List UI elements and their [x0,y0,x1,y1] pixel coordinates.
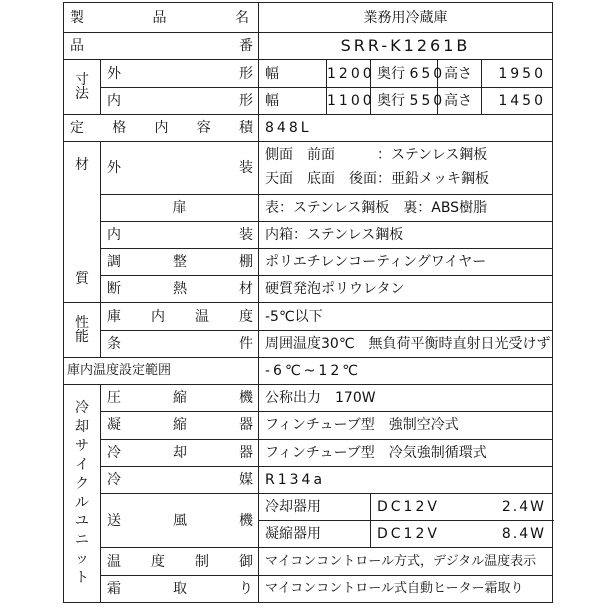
refrigerant-value: R134a [259,466,553,493]
cooler-value: フィンチューブ型 冷気強制循環式 [259,439,553,466]
condition-label: 条件 [101,330,259,357]
insulation-label: 断熱材 [101,276,259,303]
temp-control-label: 温度制御 [101,548,259,575]
condenser-fan-label: 凝縮器用 [259,521,371,548]
dimensions-group-label: 寸 法 [64,60,101,114]
shelf-value: ポリエチレンコーティングワイヤー [259,248,553,275]
outer-dimensions-label: 外形 [101,60,259,87]
inner-depth: 奥行 550 [371,87,438,114]
fan-label: 送風機 [101,493,259,547]
exterior-value: 側面 前面 ：ステンレス鋼板 天面 底面 後面：亜鉛メッキ鋼板 [259,142,553,194]
compressor-label: 圧縮機 [101,385,259,412]
model-number-label: 品番 [64,33,259,60]
shelf-label: 調整棚 [101,248,259,275]
condenser-fan-spec: DC12V 8.4W [371,521,553,548]
inside-temp-label: 庫内温度 [101,303,259,330]
temp-setting-value: -6℃~12℃ [259,357,553,384]
condition-value: 周囲温度30℃ 無負荷平衡時直射日光受けず [259,330,553,357]
defrost-value: マイコンコントロール式自動ヒーター霜取り [259,575,553,602]
compressor-value: 公称出力 170W [259,385,553,412]
material-group-label: 材 質 [64,142,101,303]
insulation-value: 硬質発泡ポリウレタン [259,276,553,303]
capacity-value: 848L [259,114,553,141]
condenser-value: フィンチューブ型 強制空冷式 [259,412,553,439]
outer-width: 幅 [259,60,327,87]
inner-width: 幅 [259,87,327,114]
temp-setting-label: 庫内温度設定範囲 [64,357,259,384]
inner-height-label: 高さ [438,87,482,114]
spec-table [63,2,553,603]
inner-width-value: 1100 [327,87,371,114]
door-value: 表：ステンレス鋼板 裏：ABS樹脂 [259,194,553,221]
cooler-fan-label: 冷却器用 [259,493,371,520]
inside-temp-value: -5℃以下 [259,303,553,330]
outer-height-value: 1950 [482,60,553,87]
temp-control-value: マイコンコントロール方式，デジタル温度表示 [259,548,553,575]
model-number-value: SRR-K1261B [259,33,553,60]
capacity-label: 定格内容積 [64,114,259,141]
cooling-unit-group-label: 冷 却 サ イ ク ル ユ ニ ッ ト [64,385,101,603]
outer-height-label: 高さ [438,60,482,87]
condenser-label: 凝縮器 [101,412,259,439]
performance-group-label: 性 能 [64,303,101,357]
defrost-label: 霜取り [101,575,259,602]
product-name-label: 製品名 [64,3,259,33]
interior-label: 内装 [101,221,259,248]
inner-height-value: 1450 [482,87,553,114]
inner-dimensions-label: 内形 [101,87,259,114]
outer-depth: 奥行 650 [371,60,438,87]
exterior-label: 外装 [101,142,259,194]
interior-value: 内箱：ステンレス鋼板 [259,221,553,248]
door-label: 扉 [101,194,259,221]
product-name-value: 業務用冷蔵庫 [259,3,553,33]
cooler-label: 冷却器 [101,439,259,466]
refrigerant-label: 冷媒 [101,466,259,493]
outer-width-value: 1200 [327,60,371,87]
cooler-fan-spec: DC12V 2.4W [371,493,553,520]
